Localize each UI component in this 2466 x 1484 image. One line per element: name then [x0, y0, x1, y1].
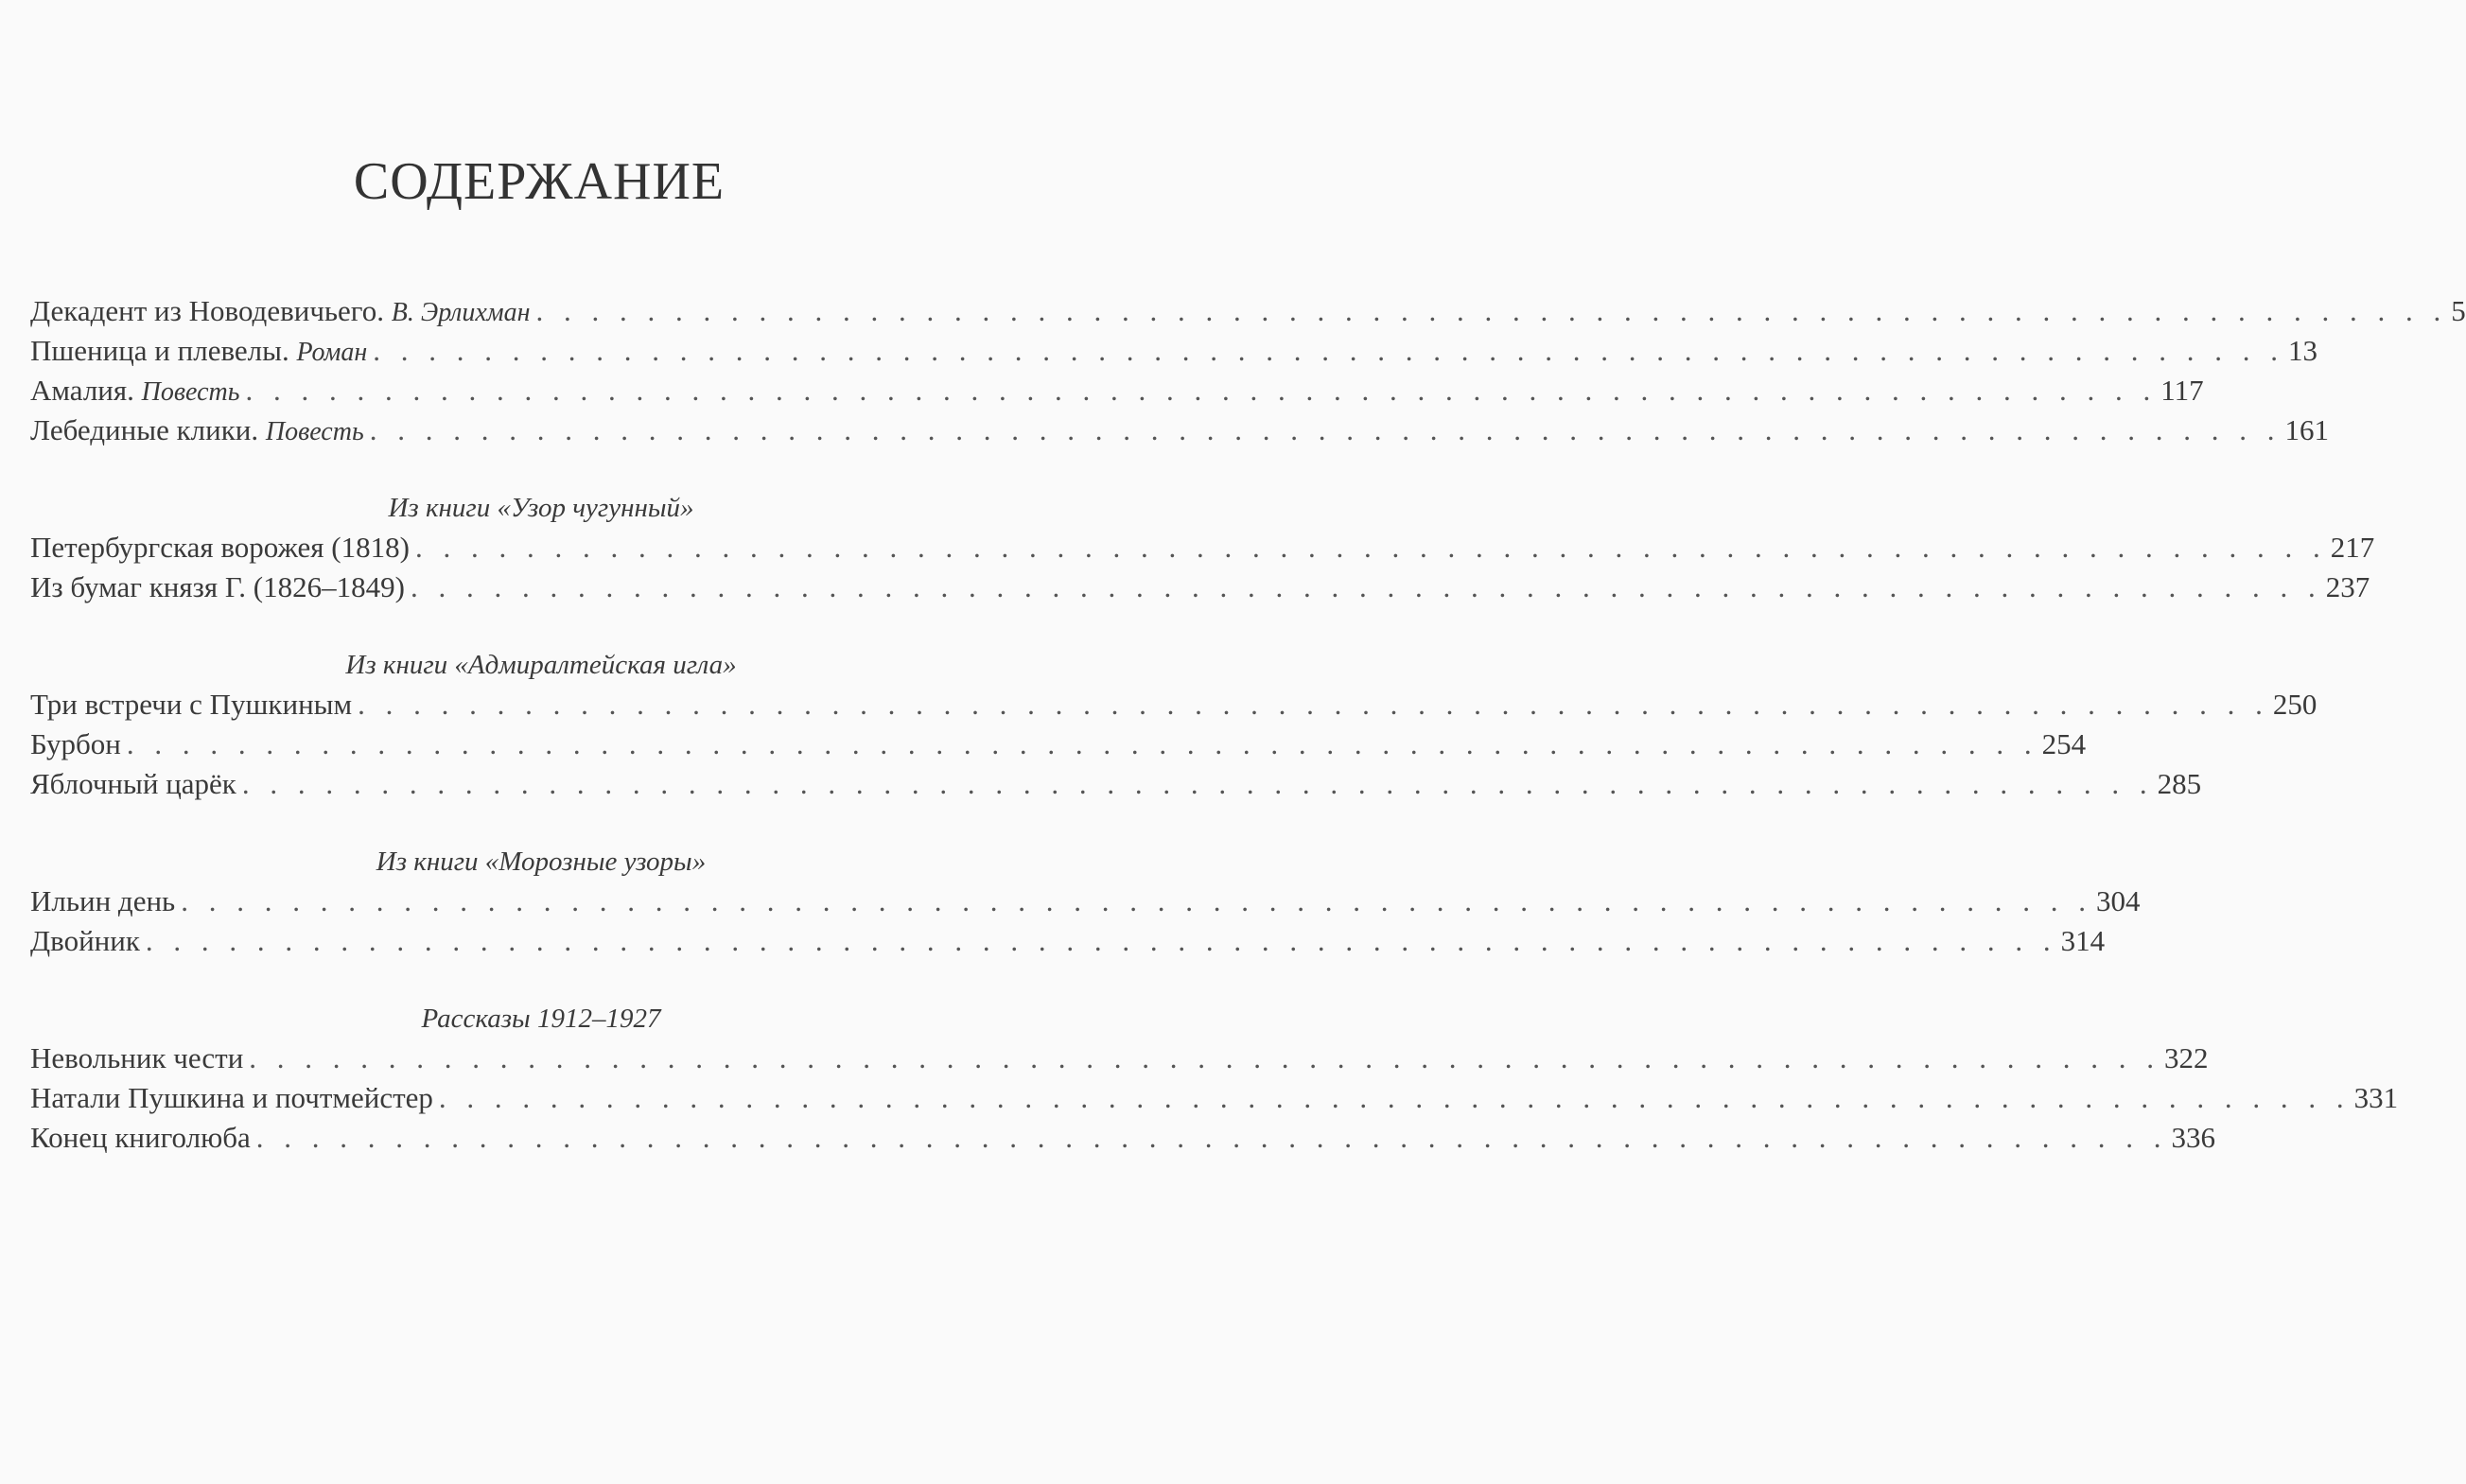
section-heading: Из книги «Морозные узоры»: [376, 847, 707, 877]
toc-entry[interactable]: [30, 528, 2375, 567]
toc-entry-page: 314: [2060, 924, 2106, 957]
dot-leader: . . . . . . . . . . . . . . . . . . . . . . . . . . . . . . . . . . . . . . . . . . . . . . . . . . . . . . . . . . . . . . . . . . . . .: [249, 1041, 2161, 1074]
toc-entry-page: 254: [2041, 727, 2087, 760]
toc-entry-page: 161: [2284, 413, 2329, 446]
toc-entry[interactable]: [30, 882, 2141, 921]
toc-entry-title: Пшеница и плевелы.: [30, 334, 289, 367]
toc-entry-title: Декадент из Новодевичьего.: [30, 294, 384, 327]
toc-entry[interactable]: [30, 725, 2087, 764]
toc-entry-title: Невольник чести: [30, 1041, 244, 1074]
toc-entry-note: Роман: [296, 338, 368, 367]
toc-entry[interactable]: [30, 921, 2106, 961]
page-title: СОДЕРЖАНИЕ: [353, 152, 726, 211]
toc-entry-title: Амалия.: [30, 374, 134, 407]
dot-leader: . . . . . . . . . . . . . . . . . . . . . . . . . . . . . . . . . . . . . . . . . . . . . . . . . . . . . . . . . . . . . . . . . . . . .: [126, 727, 2038, 760]
toc-entry-page: 331: [2353, 1081, 2399, 1114]
toc-entry-title: Двойник: [30, 924, 140, 957]
toc-entry-page: 285: [2157, 767, 2202, 800]
dot-leader: . . . . . . . . . . . . . . . . . . . . . . . . . . . . . . . . . . . . . . . . . . . . . . . . . . . . . . . . . . . . . . . . . . . . .: [241, 767, 2154, 800]
toc-entry-title: Из бумаг князя Г. (1826–1849): [30, 570, 405, 603]
section-heading: Из книги «Адмиралтейская игла»: [345, 650, 737, 680]
dot-leader: . . . . . . . . . . . . . . . . . . . . . . . . . . . . . . . . . . . . . . . . . . . . . . . . . . . . . . . . . . . . . . . . . . . . .: [535, 294, 2448, 327]
toc-entry-title: Петербургская ворожея (1818): [30, 531, 410, 564]
dot-leader: . . . . . . . . . . . . . . . . . . . . . . . . . . . . . . . . . . . . . . . . . . . . . . . . . . . . . . . . . . . . . . . . . . . . .: [414, 531, 2327, 564]
toc-entry-title: Три встречи с Пушкиным: [30, 688, 353, 721]
toc-entry-note: Повесть: [141, 377, 240, 407]
toc-entry[interactable]: [30, 1078, 2399, 1118]
toc-entry-page: 13: [2288, 334, 2318, 367]
toc-entry-note: В. Эрлихман: [391, 298, 531, 327]
dot-leader: . . . . . . . . . . . . . . . . . . . . . . . . . . . . . . . . . . . . . . . . . . . . . . . . . . . . . . . . . . . . . . . . . . . . .: [369, 413, 2282, 446]
toc-entry[interactable]: [30, 1118, 2216, 1158]
toc-entry[interactable]: [30, 1039, 2209, 1078]
section-heading: Из книги «Узор чугунный»: [388, 493, 694, 523]
toc-entry-title: Яблочный царёк: [30, 767, 236, 800]
dot-leader: . . . . . . . . . . . . . . . . . . . . . . . . . . . . . . . . . . . . . . . . . . . . . . . . . . . . . . . . . . . . . . . . . . . . .: [255, 1121, 2168, 1154]
toc-entry[interactable]: [30, 410, 2329, 450]
dot-leader: . . . . . . . . . . . . . . . . . . . . . . . . . . . . . . . . . . . . . . . . . . . . . . . . . . . . . . . . . . . . . . . . . . . . .: [145, 924, 2057, 957]
toc-entry-page: 336: [2171, 1121, 2216, 1154]
toc-entry-title: Бурбон: [30, 727, 121, 760]
section-heading: Рассказы 1912–1927: [421, 1004, 661, 1034]
toc-entry-title: Конец книголюба: [30, 1121, 251, 1154]
dot-leader: . . . . . . . . . . . . . . . . . . . . . . . . . . . . . . . . . . . . . . . . . . . . . . . . . . . . . . . . . . . . . . . . . . . . .: [373, 334, 2285, 367]
toc-entry[interactable]: [30, 371, 2204, 410]
toc-entry-page: 217: [2330, 531, 2375, 564]
dot-leader: . . . . . . . . . . . . . . . . . . . . . . . . . . . . . . . . . . . . . . . . . . . . . . . . . . . . . . . . . . . . . . . . . . . . .: [410, 570, 2322, 603]
toc-entry[interactable]: [30, 331, 2318, 371]
toc-entry-page: 5: [2451, 294, 2466, 327]
toc-entry-page: 304: [2095, 884, 2141, 917]
dot-leader: . . . . . . . . . . . . . . . . . . . . . . . . . . . . . . . . . . . . . . . . . . . . . . . . . . . . . . . . . . . . . . . . . . . . .: [245, 374, 2158, 407]
toc-entry-page: 322: [2164, 1041, 2209, 1074]
toc-entry-title: Лебединые клики.: [30, 413, 259, 446]
toc-entry[interactable]: [30, 291, 2466, 331]
dot-leader: . . . . . . . . . . . . . . . . . . . . . . . . . . . . . . . . . . . . . . . . . . . . . . . . . . . . . . . . . . . . . . . . . . . . .: [358, 688, 2269, 721]
dot-leader: . . . . . . . . . . . . . . . . . . . . . . . . . . . . . . . . . . . . . . . . . . . . . . . . . . . . . . . . . . . . . . . . . . . . .: [181, 884, 2092, 917]
dot-leader: . . . . . . . . . . . . . . . . . . . . . . . . . . . . . . . . . . . . . . . . . . . . . . . . . . . . . . . . . . . . . . . . . . . . .: [438, 1081, 2351, 1114]
toc-entry-note: Повесть: [265, 417, 364, 446]
table-of-contents: [30, 291, 2466, 1158]
toc-entry-page: 250: [2272, 688, 2317, 721]
toc-entry[interactable]: [30, 685, 2317, 725]
toc-entry-title: Натали Пушкина и почтмейстер: [30, 1081, 433, 1114]
toc-entry-page: 237: [2325, 570, 2370, 603]
toc-entry[interactable]: [30, 567, 2370, 607]
toc-entry-title: Ильин день: [30, 884, 176, 917]
toc-entry-page: 117: [2160, 374, 2204, 407]
toc-entry[interactable]: [30, 764, 2202, 804]
